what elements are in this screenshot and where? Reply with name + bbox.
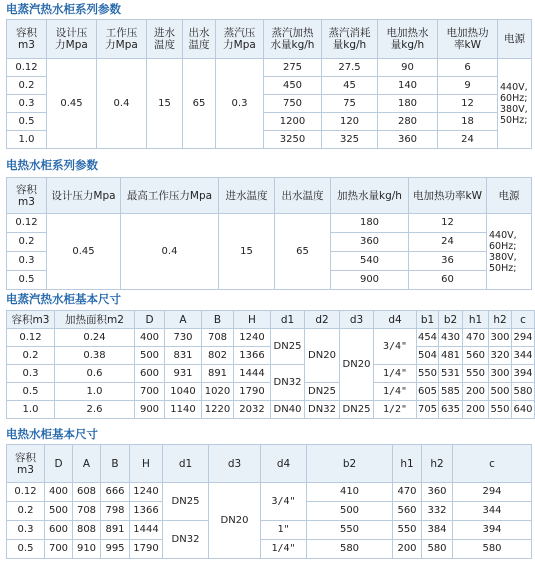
t1-h-vol: 容积 m3 [7,20,47,59]
t4-d4: 1" [261,521,307,540]
t3-cell: 605 [417,383,439,401]
t3-d4: 1/4" [374,383,417,401]
table3-steam-electric-dimensions [6,310,535,419]
t2-h-design: 设计压力Mpa [47,178,121,214]
t1-h-power: 电源 [498,20,532,59]
t1-steam-water: 275 [264,59,322,77]
t4-cell: 1790 [130,540,163,559]
t3-h: h1 [463,311,489,329]
table2-title: 电热水柜系列参数 [6,158,98,172]
t3-cell: 1790 [234,383,271,401]
t1-elec-water: 360 [378,131,438,149]
t3-cell: 1.0 [55,383,135,401]
t3-cell: 802 [202,347,234,365]
t2-tin: 15 [219,214,275,290]
t3-cell: 0.2 [7,347,55,365]
t3-cell: 550 [417,365,439,383]
t4-cell: 560 [393,502,422,521]
t3-h: h2 [489,311,512,329]
t1-h-tout: 出水 温度 [183,20,216,59]
t4-d1: DN25 [163,483,209,521]
t3-d2: DN25 [305,383,340,401]
t3-h: d1 [271,311,305,329]
t3-cell: 635 [439,401,463,419]
t3-h: B [202,311,234,329]
t3-cell: 2032 [234,401,271,419]
t4-h: A [73,445,101,483]
t4-h: d1 [163,445,209,483]
t1-h-tin: 进水 温度 [147,20,183,59]
t3-cell: 294 [512,329,535,347]
t1-steam-use: 27.5 [322,59,378,77]
t3-cell: 1220 [202,401,234,419]
t3-cell: 500 [489,383,512,401]
t3-d4: 1/4" [374,365,417,383]
t3-h: b2 [439,311,463,329]
t1-h-work: 工作压 力Mpa [97,20,147,59]
t2-water: 360 [331,233,409,252]
t1-elec-water: 90 [378,59,438,77]
t4-cell: 394 [453,521,532,540]
t4-d4: 1/4" [261,540,307,559]
t4-cell: 344 [453,502,532,521]
t3-h: d3 [340,311,374,329]
t4-cell: 400 [45,483,73,502]
t4-cell: 332 [422,502,453,521]
t4-cell: 550 [393,521,422,540]
t4-cell: 1366 [130,502,163,521]
t2-design: 0.45 [47,214,121,290]
t3-cell: 580 [512,383,535,401]
t4-h: c [453,445,532,483]
t4-cell: 580 [307,540,393,559]
t4-h: H [130,445,163,483]
t3-cell: 500 [135,347,165,365]
t1-design: 0.45 [47,59,97,149]
t1-tout: 65 [183,59,216,149]
t3-cell: 2.6 [55,401,135,419]
t4-cell: 666 [101,483,130,502]
t3-h: H [234,311,271,329]
t3-cell: 1240 [234,329,271,347]
table1-title: 电蒸汽热水柜系列参数 [6,2,121,16]
t2-vol: 0.5 [7,271,47,290]
t1-steam-use: 325 [322,131,378,149]
t1-elec-water: 140 [378,77,438,95]
t3-cell: 481 [439,347,463,365]
t3-cell: 560 [463,347,489,365]
t1-elec-power: 6 [438,59,498,77]
t3-h: c [512,311,535,329]
t2-vol: 0.2 [7,233,47,252]
t2-h-vol: 容积 m3 [7,178,47,214]
t1-elec-power: 24 [438,131,498,149]
t2-water: 180 [331,214,409,233]
t1-h-elec-power: 电加热功 率kW [438,20,498,59]
t2-vol: 0.3 [7,252,47,271]
t4-h: h2 [422,445,453,483]
t2-power: 440V, 60Hz; 380V, 50Hz; [487,214,532,290]
table3-title: 电蒸汽热水柜基本尺寸 [6,292,121,306]
t4-cell: 384 [422,521,453,540]
t3-cell: 320 [489,347,512,365]
t1-steam-water: 450 [264,77,322,95]
t1-steam-use: 45 [322,77,378,95]
t3-cell: 0.5 [7,383,55,401]
t1-steam-use: 120 [322,113,378,131]
t4-h: b2 [307,445,393,483]
t2-tout: 65 [275,214,331,290]
t3-d1: DN32 [271,365,305,401]
t2-vol: 0.12 [7,214,47,233]
t3-cell: 470 [463,329,489,347]
t4-d4: 3/4" [261,483,307,521]
t4-cell: 798 [101,502,130,521]
t2-h-tout: 出水温度 [275,178,331,214]
t3-cell: 0.38 [55,347,135,365]
t1-steam-water: 1200 [264,113,322,131]
t4-cell: 0.2 [7,502,45,521]
t3-d1: DN40 [271,401,305,419]
t3-cell: 1444 [234,365,271,383]
t4-cell: 500 [45,502,73,521]
t3-h: 容积m3 [7,311,55,329]
t1-work: 0.4 [97,59,147,149]
t3-cell: 585 [439,383,463,401]
t3-cell: 705 [417,401,439,419]
t1-h-steam-water: 蒸汽加热 水量kg/h [264,20,322,59]
t4-cell: 1240 [130,483,163,502]
t3-cell: 700 [135,383,165,401]
t1-vol: 0.3 [7,95,47,113]
t4-h: h1 [393,445,422,483]
t4-d1: DN32 [163,521,209,559]
t1-elec-water: 280 [378,113,438,131]
t3-cell: 344 [512,347,535,365]
t3-cell: 504 [417,347,439,365]
t3-cell: 550 [489,401,512,419]
t3-cell: 430 [439,329,463,347]
t3-h: D [135,311,165,329]
t3-cell: 394 [512,365,535,383]
t3-cell: 454 [417,329,439,347]
t4-cell: 410 [307,483,393,502]
t4-cell: 500 [307,502,393,521]
t3-d2: DN32 [305,401,340,419]
table2-electric-params [6,177,532,290]
t4-cell: 608 [73,483,101,502]
table4-title: 电热水柜基本尺寸 [6,427,98,441]
t1-steam-use: 75 [322,95,378,113]
t4-cell: 470 [393,483,422,502]
t3-d4: 3/4" [374,329,417,365]
t4-cell: 580 [453,540,532,559]
t4-h: D [45,445,73,483]
t2-max: 0.4 [121,214,219,290]
t3-h: 加热面积m2 [55,311,135,329]
t4-cell: 550 [307,521,393,540]
table4-electric-dimensions [6,444,532,559]
t1-steam-water: 750 [264,95,322,113]
t1-elec-power: 18 [438,113,498,131]
t4-cell: 360 [422,483,453,502]
t4-cell: 708 [73,502,101,521]
t4-cell: 600 [45,521,73,540]
t3-cell: 300 [489,365,512,383]
t2-h-max: 最高工作压力Mpa [121,178,219,214]
t3-d3: DN20 [340,329,374,401]
t2-h-power: 电源 [487,178,532,214]
t1-elec-water: 180 [378,95,438,113]
t2-water: 540 [331,252,409,271]
t2-power-kw: 24 [409,233,487,252]
t3-d4: 1/2" [374,401,417,419]
t3-h: A [165,311,202,329]
t3-cell: 900 [135,401,165,419]
t3-cell: 640 [512,401,535,419]
t3-cell: 730 [165,329,202,347]
t3-cell: 1366 [234,347,271,365]
t3-cell: 0.12 [7,329,55,347]
t3-d2: DN20 [305,329,340,383]
t3-cell: 1.0 [7,401,55,419]
t4-cell: 995 [101,540,130,559]
t1-vol: 0.2 [7,77,47,95]
t3-h: d2 [305,311,340,329]
t3-cell: 831 [165,347,202,365]
t1-vol: 1.0 [7,131,47,149]
t4-h: d3 [209,445,261,483]
t3-h: d4 [374,311,417,329]
t3-cell: 1140 [165,401,202,419]
t1-vol: 0.12 [7,59,47,77]
t3-d3: DN25 [340,401,374,419]
t4-cell: 700 [45,540,73,559]
t2-power-kw: 12 [409,214,487,233]
t4-h: d4 [261,445,307,483]
t1-vol: 0.5 [7,113,47,131]
t4-cell: 910 [73,540,101,559]
t3-h: b1 [417,311,439,329]
t4-cell: 808 [73,521,101,540]
t3-cell: 708 [202,329,234,347]
t3-cell: 200 [463,401,489,419]
t3-cell: 931 [165,365,202,383]
t2-h-water: 加热水量kg/h [331,178,409,214]
t3-cell: 891 [202,365,234,383]
t1-h-steam-use: 蒸汽消耗 量kg/h [322,20,378,59]
t3-cell: 300 [489,329,512,347]
t1-h-design: 设计压 力Mpa [47,20,97,59]
t2-power-kw: 60 [409,271,487,290]
t4-cell: 0.3 [7,521,45,540]
table1-steam-electric-params [6,19,532,149]
t3-cell: 1040 [165,383,202,401]
t3-cell: 0.24 [55,329,135,347]
t4-cell: 294 [453,483,532,502]
t1-tin: 15 [147,59,183,149]
t1-h-elec-water: 电加热水 量kg/h [378,20,438,59]
t1-elec-power: 9 [438,77,498,95]
t4-cell: 0.5 [7,540,45,559]
t4-cell: 891 [101,521,130,540]
t1-steam: 0.3 [216,59,264,149]
t3-cell: 531 [439,365,463,383]
t4-h: B [101,445,130,483]
t3-cell: 0.6 [55,365,135,383]
t1-steam-water: 3250 [264,131,322,149]
t1-elec-power: 12 [438,95,498,113]
t3-cell: 600 [135,365,165,383]
t2-h-tin: 进水温度 [219,178,275,214]
t3-d1: DN25 [271,329,305,365]
t4-cell: 200 [393,540,422,559]
t4-d3: DN20 [209,483,261,559]
t2-h-power-kw: 电加热功率kW [409,178,487,214]
t1-power: 440V, 60Hz; 380V, 50Hz; [498,59,532,149]
t3-cell: 0.3 [7,365,55,383]
t3-cell: 550 [463,365,489,383]
t1-h-steam: 蒸汽压 力Mpa [216,20,264,59]
t2-power-kw: 36 [409,252,487,271]
t3-cell: 200 [463,383,489,401]
t3-cell: 1020 [202,383,234,401]
t4-cell: 1444 [130,521,163,540]
t4-cell: 580 [422,540,453,559]
t4-cell: 0.12 [7,483,45,502]
t4-h: 容积 m3 [7,445,45,483]
t2-water: 900 [331,271,409,290]
t3-cell: 400 [135,329,165,347]
